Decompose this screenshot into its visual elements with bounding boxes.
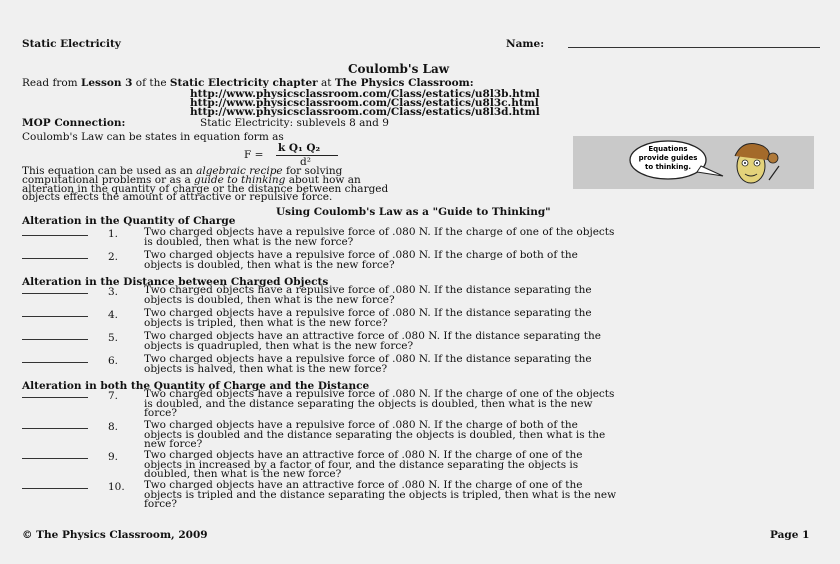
answer-blank-2[interactable] bbox=[22, 258, 88, 259]
question-6-line-1: Two charged objects have a repulsive force of .080 N. If the distance separating the bbox=[144, 353, 592, 365]
para-1-b: for solving bbox=[282, 165, 343, 177]
question-10-line-1: Two charged objects have an attractive force of .080 N. If the charge of one of the bbox=[144, 479, 583, 491]
answer-blank-7[interactable] bbox=[22, 397, 88, 398]
question-number-1: 1. bbox=[108, 228, 119, 240]
para-line-4: objects effects the amount of attractive or repulsive force. bbox=[22, 191, 333, 204]
para-2-italic: guide to thinking bbox=[194, 173, 286, 186]
question-10-line-3: force? bbox=[144, 498, 177, 510]
name-label: Name: bbox=[506, 38, 545, 50]
read-from-prefix: Read from bbox=[22, 77, 81, 89]
name-line[interactable] bbox=[568, 47, 820, 48]
footer-copyright: © The Physics Classroom, 2009 bbox=[22, 529, 208, 541]
question-6-line-2: objects is halved, then what is the new force? bbox=[144, 362, 388, 375]
question-number-2: 2. bbox=[108, 251, 119, 263]
question-9 bbox=[144, 451, 582, 480]
question-number-7: 7. bbox=[108, 390, 119, 402]
bubble-line-3: to thinking. bbox=[644, 163, 692, 171]
question-2 bbox=[144, 251, 578, 270]
question-4-line-1: Two charged objects have a repulsive force of .080 N. If the distance separating the bbox=[144, 307, 592, 319]
link-2[interactable]: http://www.physicsclassroom.com/Class/estatics/u8l3c.html bbox=[190, 97, 539, 109]
equation-numerator: k Q₁ Q₂ bbox=[278, 142, 321, 154]
intro-text: Coulomb's Law can be states in equation form as bbox=[22, 131, 284, 143]
read-from-mid: of the bbox=[132, 77, 170, 89]
cartoon-panel bbox=[573, 136, 814, 189]
answer-blank-3[interactable] bbox=[22, 293, 88, 294]
answer-blank-5[interactable] bbox=[22, 339, 88, 340]
bubble-tail-icon bbox=[697, 166, 723, 176]
question-3-line-2: objects is doubled, then what is the new force? bbox=[144, 293, 395, 306]
read-from-at: at bbox=[317, 77, 335, 89]
question-1 bbox=[144, 228, 614, 247]
question-10 bbox=[144, 481, 616, 510]
question-7 bbox=[144, 390, 614, 419]
section-heading-charge: Alteration in the Quantity of Charge bbox=[22, 215, 236, 227]
question-8-line-1: Two charged objects have a repulsive force of .080 N. If the charge of both of the bbox=[144, 419, 578, 431]
link-1[interactable]: http://www.physicsclassroom.com/Class/estatics/u8l3b.html bbox=[190, 88, 540, 100]
answer-blank-1[interactable] bbox=[22, 235, 88, 236]
section-heading-distance: Alteration in the Distance between Charged Objects bbox=[22, 276, 329, 288]
question-2-line-1: Two charged objects have a repulsive force of .080 N. If the charge of both of the bbox=[144, 249, 578, 261]
question-8-line-2: objects is doubled and the distance separating the objects is doubled, then what is the bbox=[144, 428, 606, 441]
question-7-line-1: Two charged objects have a repulsive force of .080 N. If the charge of one of the objects bbox=[144, 388, 615, 400]
para-2-a: computational problems or as a bbox=[22, 173, 195, 186]
para-2-b: about how an bbox=[285, 173, 361, 186]
question-5-line-2: objects is quadrupled, then what is the new force? bbox=[144, 339, 414, 352]
bubble-line-1: Equations bbox=[648, 145, 688, 153]
question-4 bbox=[144, 309, 592, 328]
answer-blank-6[interactable] bbox=[22, 362, 88, 363]
answer-blank-9[interactable] bbox=[22, 458, 88, 459]
question-number-5: 5. bbox=[108, 332, 119, 344]
equation-denominator: d² bbox=[300, 156, 311, 168]
question-3 bbox=[144, 286, 592, 305]
question-4-line-2: objects is tripled, then what is the new force? bbox=[144, 316, 388, 329]
link-3[interactable]: http://www.physicsclassroom.com/Class/estatics/u8l3d.html bbox=[190, 106, 540, 118]
question-10-line-2: objects is tripled and the distance separating the objects is tripled, then what is the new bbox=[144, 488, 617, 501]
question-9-line-2: objects in increased by a factor of four, and the distance separating the objects is bbox=[144, 458, 579, 471]
question-2-line-2: objects is doubled, then what is the new force? bbox=[144, 258, 395, 271]
question-7-line-2: is doubled, and the distance separating the objects is doubled, then what is the new bbox=[144, 397, 593, 410]
question-6 bbox=[144, 355, 592, 374]
para-1-italic: algebraic recipe bbox=[196, 165, 283, 177]
question-1-line-2: is doubled, then what is the new force? bbox=[144, 235, 354, 248]
equation-lhs: F = bbox=[244, 149, 264, 161]
question-number-10: 10. bbox=[108, 481, 125, 493]
question-number-8: 8. bbox=[108, 421, 119, 433]
section-subtitle: Using Coulomb's Law as a "Guide to Thinking" bbox=[276, 206, 551, 218]
site-ref: The Physics Classroom: bbox=[334, 77, 474, 89]
question-number-3: 3. bbox=[108, 286, 119, 298]
cartoon-illustration bbox=[573, 136, 814, 189]
section-heading-both: Alteration in both the Quantity of Charge and the Distance bbox=[22, 380, 370, 392]
worksheet-topic: Static Electricity bbox=[22, 38, 121, 50]
mop-label: MOP Connection: bbox=[22, 117, 126, 129]
chapter-ref: Static Electricity chapter bbox=[169, 77, 318, 89]
footer-page-number: Page 1 bbox=[770, 529, 810, 541]
question-3-line-1: Two charged objects have a repulsive force of .080 N. If the distance separating the bbox=[144, 284, 592, 296]
intro-paragraph bbox=[22, 167, 388, 202]
page-title: Coulomb's Law bbox=[348, 62, 450, 76]
answer-blank-8[interactable] bbox=[22, 428, 88, 429]
question-1-line-1: Two charged objects have a repulsive force of .080 N. If the charge of one of the objects bbox=[144, 226, 615, 238]
question-5-line-1: Two charged objects have an attractive force of .080 N. If the distance separating the bbox=[144, 330, 601, 342]
question-number-6: 6. bbox=[108, 355, 119, 367]
question-8-line-3: new force? bbox=[144, 438, 203, 450]
para-line-3: alteration in the quantity of charge or the distance between charged bbox=[22, 182, 389, 195]
answer-blank-4[interactable] bbox=[22, 316, 88, 317]
question-7-line-3: force? bbox=[144, 407, 177, 419]
question-5 bbox=[144, 332, 601, 351]
para-1-a: This equation can be used as an bbox=[22, 165, 197, 177]
question-number-9: 9. bbox=[108, 451, 119, 463]
mop-text: Static Electricity: sublevels 8 and 9 bbox=[200, 117, 389, 129]
bubble-line-2: provide guides bbox=[638, 154, 698, 162]
question-8 bbox=[144, 421, 605, 450]
question-9-line-1: Two charged objects have an attractive force of .080 N. If the charge of one of the bbox=[144, 449, 583, 461]
question-number-4: 4. bbox=[108, 309, 119, 321]
question-9-line-3: doubled, then what is the new force? bbox=[144, 468, 342, 480]
thinking-character-icon bbox=[735, 144, 779, 183]
lesson-ref: Lesson 3 bbox=[80, 77, 133, 89]
answer-blank-10[interactable] bbox=[22, 488, 88, 489]
